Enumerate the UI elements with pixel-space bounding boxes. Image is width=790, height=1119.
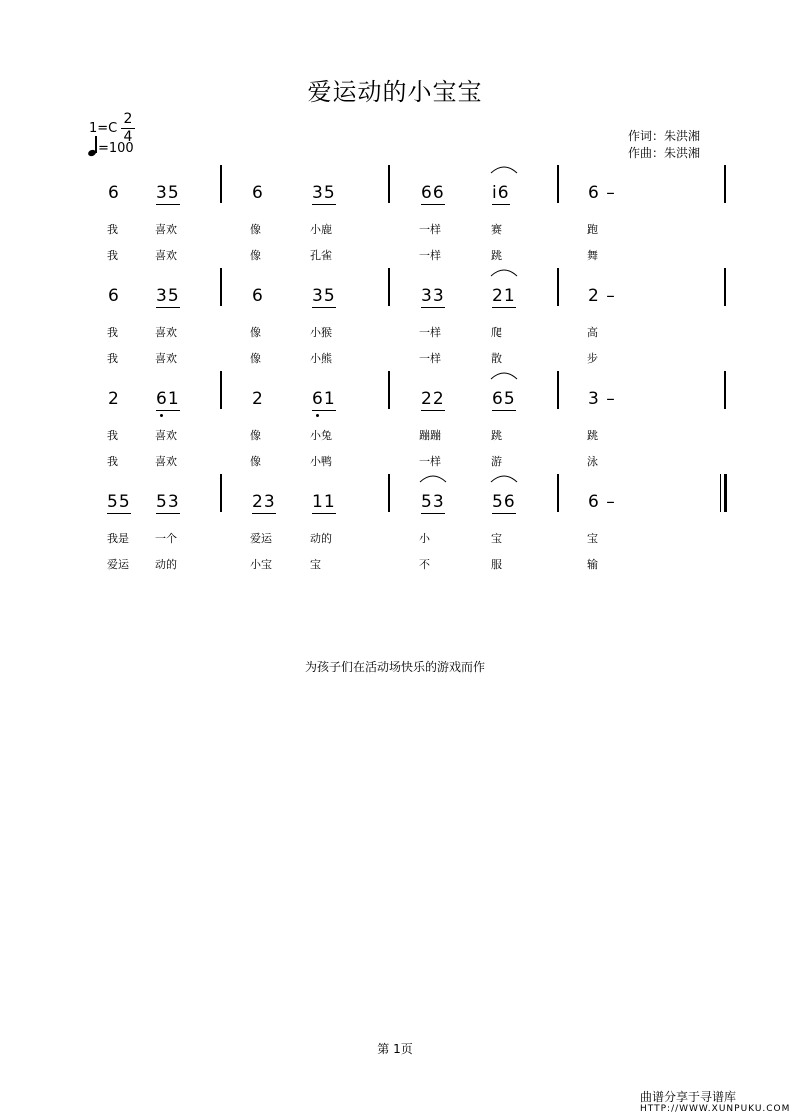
slur-icon bbox=[489, 266, 519, 278]
composer: 作曲：朱洪湘 bbox=[628, 146, 701, 160]
lyric: 一样 bbox=[419, 223, 441, 236]
lyric: 一样 bbox=[419, 352, 441, 365]
lyric: 喜欢 bbox=[155, 223, 177, 236]
lyric: 喜欢 bbox=[155, 352, 177, 365]
lyricist: 作词：朱洪湘 bbox=[628, 129, 701, 143]
lyric: 游 bbox=[491, 455, 502, 468]
note: 11 bbox=[312, 492, 336, 512]
lyric: 动的 bbox=[155, 558, 177, 571]
note: 6 bbox=[252, 183, 264, 203]
note: 3 – bbox=[588, 389, 616, 409]
tempo-value: =100 bbox=[98, 141, 134, 156]
barline bbox=[388, 268, 390, 306]
lyric: 宝 bbox=[587, 532, 598, 545]
lyric: 像 bbox=[250, 429, 261, 442]
barline bbox=[388, 474, 390, 512]
lyric: 跑 bbox=[587, 223, 598, 236]
lyric: 输 bbox=[587, 558, 598, 571]
score-title: 爱运动的小宝宝 bbox=[307, 78, 483, 106]
note: 2 bbox=[108, 389, 120, 409]
barline bbox=[220, 474, 222, 512]
barline bbox=[220, 165, 222, 203]
note: 61 bbox=[312, 389, 336, 409]
lyric: 爱运 bbox=[107, 558, 129, 571]
score-system-2 bbox=[0, 286, 790, 381]
note: 35 bbox=[156, 286, 180, 306]
lyric: 赛 bbox=[491, 223, 502, 236]
lyric: 小熊 bbox=[310, 352, 332, 365]
lyric: 不 bbox=[419, 558, 430, 571]
lyric: 跳 bbox=[491, 429, 502, 442]
lyric: 小鹿 bbox=[310, 223, 332, 236]
score-system-3 bbox=[0, 389, 790, 484]
note: 6 bbox=[252, 286, 264, 306]
lyric: 一样 bbox=[419, 249, 441, 262]
lyric: 我 bbox=[107, 223, 118, 236]
lyric: 宝 bbox=[310, 558, 321, 571]
lyric: 我 bbox=[107, 249, 118, 262]
lyric: 泳 bbox=[587, 455, 598, 468]
lyric: 我是 bbox=[107, 532, 129, 545]
barline bbox=[388, 165, 390, 203]
lyric: 喜欢 bbox=[155, 249, 177, 262]
slur-icon bbox=[489, 163, 519, 175]
note: 66 bbox=[421, 183, 445, 203]
lyric: 舞 bbox=[587, 249, 598, 262]
lyric: 我 bbox=[107, 326, 118, 339]
credits bbox=[628, 128, 700, 162]
lyric: 一样 bbox=[419, 326, 441, 339]
octave-dot bbox=[160, 414, 163, 417]
score-system-4 bbox=[0, 492, 790, 587]
note: 23 bbox=[252, 492, 276, 512]
note: 35 bbox=[156, 183, 180, 203]
barline bbox=[724, 268, 726, 306]
note: 6 – bbox=[588, 183, 616, 203]
lyric: 孔雀 bbox=[310, 249, 332, 262]
note: 53 bbox=[156, 492, 180, 512]
lyric: 跳 bbox=[587, 429, 598, 442]
time-signature-top: 2 bbox=[123, 111, 133, 127]
lyric: 像 bbox=[250, 352, 261, 365]
slur-icon bbox=[489, 472, 519, 484]
key-signature: 1=C bbox=[89, 121, 118, 136]
lyric: 动的 bbox=[310, 532, 332, 545]
page-number: 第 1页 bbox=[377, 1042, 413, 1056]
lyric: 跳 bbox=[491, 249, 502, 262]
lyric: 爬 bbox=[491, 326, 502, 339]
lyric: 爱运 bbox=[250, 532, 272, 545]
note: 53 bbox=[421, 492, 445, 512]
lyric: 蹦蹦 bbox=[419, 429, 441, 442]
lyric: 喜欢 bbox=[155, 455, 177, 468]
lyric: 喜欢 bbox=[155, 326, 177, 339]
note: 6 bbox=[108, 286, 120, 306]
lyric: 一样 bbox=[419, 455, 441, 468]
note: i6 bbox=[492, 183, 510, 203]
note: 56 bbox=[492, 492, 516, 512]
lyric: 像 bbox=[250, 455, 261, 468]
note: 61 bbox=[156, 389, 180, 409]
lyric: 像 bbox=[250, 326, 261, 339]
time-signature-bottom: 4 bbox=[123, 129, 133, 145]
barline bbox=[724, 371, 726, 409]
lyric: 小兔 bbox=[310, 429, 332, 442]
tempo-marking bbox=[88, 136, 134, 156]
barline bbox=[557, 371, 559, 409]
barline bbox=[557, 474, 559, 512]
note: 2 – bbox=[588, 286, 616, 306]
lyric: 小 bbox=[419, 532, 430, 545]
footer-brand: 曲谱分享于寻谱库 bbox=[640, 1090, 737, 1104]
footer-url[interactable]: HTTP://WWW.XUNPUKU.COM bbox=[640, 1104, 790, 1114]
lyric: 我 bbox=[107, 429, 118, 442]
note: 33 bbox=[421, 286, 445, 306]
note: 6 – bbox=[588, 492, 616, 512]
lyric: 散 bbox=[491, 352, 502, 365]
lyric: 像 bbox=[250, 223, 261, 236]
note: 35 bbox=[312, 183, 336, 203]
note: 55 bbox=[107, 492, 131, 512]
lyric: 一个 bbox=[155, 532, 177, 545]
barline bbox=[724, 165, 726, 203]
note: 2 bbox=[252, 389, 264, 409]
composition-note: 为孩子们在活动场快乐的游戏而作 bbox=[304, 660, 485, 674]
slur-icon bbox=[489, 369, 519, 381]
barline bbox=[220, 371, 222, 409]
barline bbox=[557, 165, 559, 203]
note: 65 bbox=[492, 389, 516, 409]
lyric: 小猴 bbox=[310, 326, 332, 339]
lyric: 高 bbox=[587, 326, 598, 339]
note: 21 bbox=[492, 286, 516, 306]
note: 35 bbox=[312, 286, 336, 306]
lyric: 喜欢 bbox=[155, 429, 177, 442]
barline bbox=[557, 268, 559, 306]
barline bbox=[220, 268, 222, 306]
barline bbox=[720, 474, 721, 512]
lyric: 小宝 bbox=[250, 558, 272, 571]
octave-dot bbox=[316, 414, 319, 417]
lyric: 我 bbox=[107, 352, 118, 365]
lyric: 我 bbox=[107, 455, 118, 468]
barline bbox=[388, 371, 390, 409]
lyric: 小鸭 bbox=[310, 455, 332, 468]
note: 6 bbox=[108, 183, 120, 203]
quarter-note-icon bbox=[88, 136, 98, 156]
lyric: 宝 bbox=[491, 532, 502, 545]
lyric: 步 bbox=[587, 352, 598, 365]
final-barline bbox=[724, 474, 727, 512]
score-system-1 bbox=[0, 183, 790, 278]
note: 22 bbox=[421, 389, 445, 409]
lyric: 服 bbox=[491, 558, 502, 571]
lyric: 像 bbox=[250, 249, 261, 262]
slur-icon bbox=[418, 472, 448, 484]
